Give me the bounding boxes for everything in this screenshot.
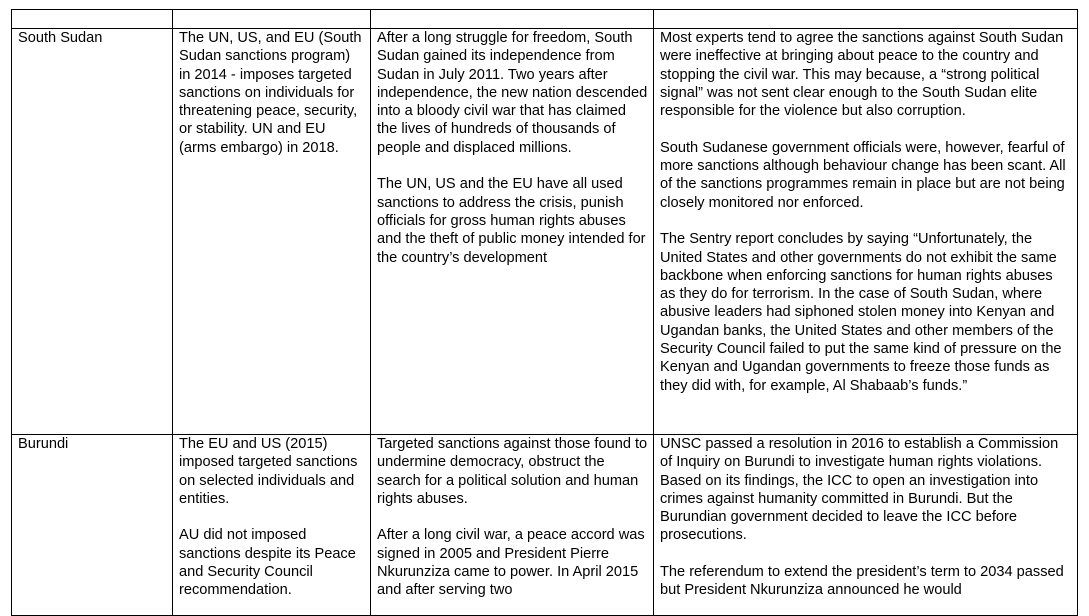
sanctions-paragraph: The EU and US (2015) imposed targeted sanctions on selected individuals and entities.	[179, 436, 358, 507]
assessment-cell	[654, 435, 1078, 616]
context-cell	[371, 435, 654, 616]
header-cell-country	[12, 10, 173, 29]
context-paragraph: After a long civil war, a peace accord was signed in 2005 and President Pierre Nkurunziza came to power. In April 2015 and after serving two	[377, 527, 645, 599]
country-cell	[12, 29, 173, 435]
header-cell-context	[371, 10, 654, 29]
country-name: Burundi	[18, 436, 69, 452]
assessment-paragraph: The Sentry report concludes by saying “Unfortunately, the United States and other governments do not exhibit the same backbone when enforcing sanctions for human rights abuses as they do for terrorism. In the case of South Sudan, where abusive leaders had siphoned stolen money into Kenyan and Ugandan banks, the United States and other members of the Security Council failed to put the same kind of pressure on the Kenyan and Ugandan governments to freeze those funds as they did with, for example, Al Shabaab’s funds.”	[660, 231, 1062, 394]
sanctions-paragraph: The UN, US, and EU (South Sudan sanctions program) in 2014 - imposes targeted sanctions on individuals for threatening peace, security, or stability. UN and EU (arms embargo) in 2018.	[179, 30, 362, 156]
header-cell-assessment	[654, 10, 1078, 29]
country-cell	[12, 435, 173, 616]
sanctions-cell	[173, 435, 371, 616]
table-header-row	[12, 10, 1078, 29]
context-cell	[371, 29, 654, 435]
country-name: South Sudan	[18, 30, 103, 46]
sanctions-table	[11, 9, 1078, 616]
header-cell-sanctions	[173, 10, 371, 29]
table-row	[12, 435, 1078, 616]
context-paragraph: After a long struggle for freedom, South Sudan gained its independence from Sudan in July 2011. Two years after independence, the new nation descended into a bloody civil war that has claimed the lives of hundreds of thousands of people and displaced millions.	[377, 30, 648, 156]
sanctions-cell	[173, 29, 371, 435]
table-row	[12, 29, 1078, 435]
assessment-cell	[654, 29, 1078, 435]
assessment-paragraph: South Sudanese government officials were, however, fearful of more sanctions although behaviour change has been scant. All of the sanctions programmes remain in place but are not being closely monitored nor enforced.	[660, 139, 1066, 211]
sanctions-paragraph: AU did not imposed sanctions despite its Peace and Security Council recommendation.	[179, 527, 356, 599]
assessment-paragraph: UNSC passed a resolution in 2016 to establish a Commission of Inquiry on Burundi to investigate human rights violations. Based on its findings, the ICC to open an investigation into crimes against humanity committed in Burundi. But the Burundian government decided to leave the ICC before prosecutions.	[660, 436, 1059, 544]
assessment-paragraph: Most experts tend to agree the sanctions against South Sudan were ineffective at bringing about peace to the country and stopping the civil war. This may because, a “strong political signal” was not sent clear enough to the South Sudan elite responsible for the violence but also corruption.	[660, 30, 1064, 120]
assessment-paragraph: The referendum to extend the president’s term to 2034 passed but President Nkurunziza announced he would	[660, 564, 1064, 599]
context-paragraph: Targeted sanctions against those found to undermine democracy, obstruct the search for a political solution and human rights abuses.	[377, 436, 648, 507]
context-paragraph: The UN, US and the EU have all used sanctions to address the crisis, punish officials for gross human rights abuses and the theft of public money intended for the country’s development	[377, 176, 646, 266]
